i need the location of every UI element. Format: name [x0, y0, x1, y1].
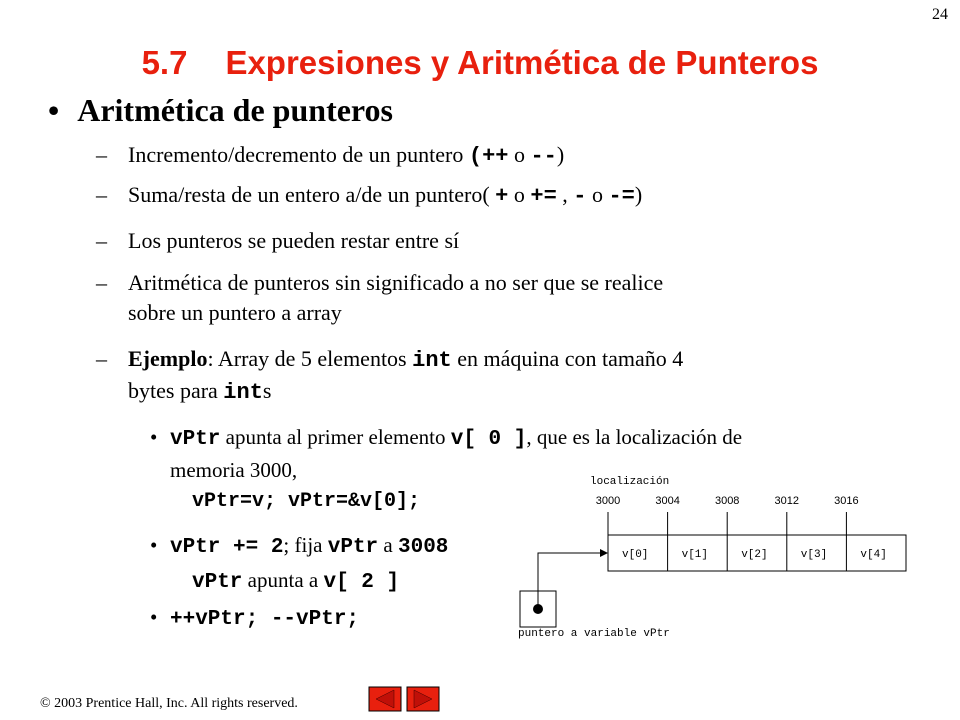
code-vptr-2: vPtr	[327, 536, 379, 559]
code-vptr-3: vPtr	[192, 571, 243, 594]
array-cell-label: v[3]	[800, 549, 828, 561]
vptr-points-line	[192, 568, 399, 594]
example-label: Ejemplo	[128, 346, 208, 371]
item-sum-mid2: ,	[556, 182, 574, 207]
code-minus: -	[573, 184, 587, 209]
footer-text: 2003 Prentice Hall, Inc. All rights reserved.	[54, 696, 298, 711]
item-arithmetic-line2: sobre un puntero a array	[128, 300, 342, 325]
example-text2: en máquina con tamaño 4	[451, 346, 684, 371]
address-label: 3004	[655, 495, 680, 507]
item-subtract-text: Los punteros se pueden restar entre sí	[128, 228, 460, 253]
subitem-vptr-add-text2: a	[378, 533, 398, 557]
section-number: 5.7	[141, 44, 188, 81]
item-arithmetic: – Aritmética de punteros sin significado a no ser que se realice sobre un puntero a array	[96, 268, 886, 328]
subitem-vptr-add: • vPtr += 2; fija vPtr a 3008	[150, 533, 449, 559]
address-label: 3000	[595, 495, 621, 507]
item-example: – Ejemplo: Array de 5 elementos int en máquina con tamaño 4 bytes para ints	[96, 346, 684, 405]
code-inc-dec: ++vPtr; --vPtr;	[170, 608, 360, 631]
title-text: Expresiones y Aritmética de Punteros	[225, 44, 819, 81]
subitem-vptr-add-text1: ; fija	[283, 533, 328, 557]
nav-buttons	[368, 686, 440, 712]
array-cell-label: v[0]	[622, 549, 649, 561]
subitem-vptr-incdec: • ++vPtr; --vPtr;	[150, 605, 360, 631]
item-increment: – Incremento/decremento de un puntero (++ o --)	[96, 142, 565, 169]
code-assign-vptr: vPtr=v; vPtr=&v[0];	[192, 490, 421, 513]
item-subtract: – Los punteros se pueden restar entre sí	[96, 228, 460, 253]
code-vptr-plus-2: vPtr += 2	[170, 536, 284, 559]
page-number: 24	[932, 6, 948, 23]
array-cell-label: v[4]	[860, 549, 887, 561]
pointer-label: puntero a variable vPtr	[518, 628, 670, 640]
item-sum-mid3: o	[586, 182, 609, 207]
slide-title	[0, 44, 960, 82]
item-sum: – Suma/resta de un entero a/de un puntero( + o += , - o -=)	[96, 182, 643, 209]
code-int-2: int	[223, 380, 263, 405]
code-3008: 3008	[398, 536, 449, 559]
copyright-symbol: ©	[40, 696, 51, 711]
code-minus-eq: -=	[608, 184, 635, 209]
prev-button[interactable]	[369, 687, 401, 711]
address-label: 3008	[714, 495, 740, 507]
code-v0: v[ 0 ]	[450, 428, 527, 451]
code-int: int	[412, 348, 452, 373]
address-label: 3016	[834, 495, 859, 507]
item-increment-text: Incremento/decremento de un puntero	[128, 142, 464, 167]
example-text4: s	[262, 378, 272, 403]
array-cell-label: v[2]	[741, 549, 768, 561]
code-dec: --	[530, 144, 557, 169]
code-plus: +	[495, 184, 509, 209]
address-label: 3012	[774, 495, 800, 507]
bullet-dot: •	[48, 92, 60, 128]
memory-diagram	[500, 468, 920, 648]
address-ticks	[608, 512, 846, 535]
item-sum-end: )	[634, 182, 643, 207]
main-bullet	[48, 92, 393, 129]
code-v2: v[ 2 ]	[323, 571, 400, 594]
pointer-arrow-head	[600, 549, 608, 557]
code-inc: (++	[468, 144, 509, 169]
item-increment-mid: o	[508, 142, 531, 167]
item-arithmetic-line1: Aritmética de punteros sin significado a no ser que se realice	[128, 270, 664, 295]
code-vptr: vPtr	[170, 428, 221, 451]
pointer-arrow-line	[538, 553, 602, 609]
location-label: localización	[590, 476, 670, 488]
array-cell-label: v[1]	[681, 549, 709, 561]
code-plus-eq: +=	[530, 184, 557, 209]
address-labels	[596, 495, 859, 507]
array-cells	[622, 535, 887, 571]
example-text3: bytes para	[128, 378, 224, 403]
main-bullet-text: Aritmética de punteros	[77, 92, 393, 128]
vptr-points-text: apunta a	[242, 568, 324, 592]
item-sum-text: Suma/resta de un entero a/de un puntero(	[128, 182, 496, 207]
next-button[interactable]	[407, 687, 439, 711]
subitem-vptr-first-text1: apunta al primer elemento	[220, 425, 451, 449]
subitem-vptr-first-text2: , que es la localización de	[526, 425, 743, 449]
item-increment-end: )	[556, 142, 565, 167]
footer	[40, 696, 298, 712]
item-sum-mid1: o	[508, 182, 531, 207]
example-text1: : Array de 5 elementos	[207, 346, 413, 371]
subitem-vptr-first: • vPtr apunta al primer elemento v[ 0 ], que es la localización de memoria 3000,	[150, 422, 900, 485]
subitem-vptr-first-line2: memoria 3000,	[170, 458, 298, 482]
